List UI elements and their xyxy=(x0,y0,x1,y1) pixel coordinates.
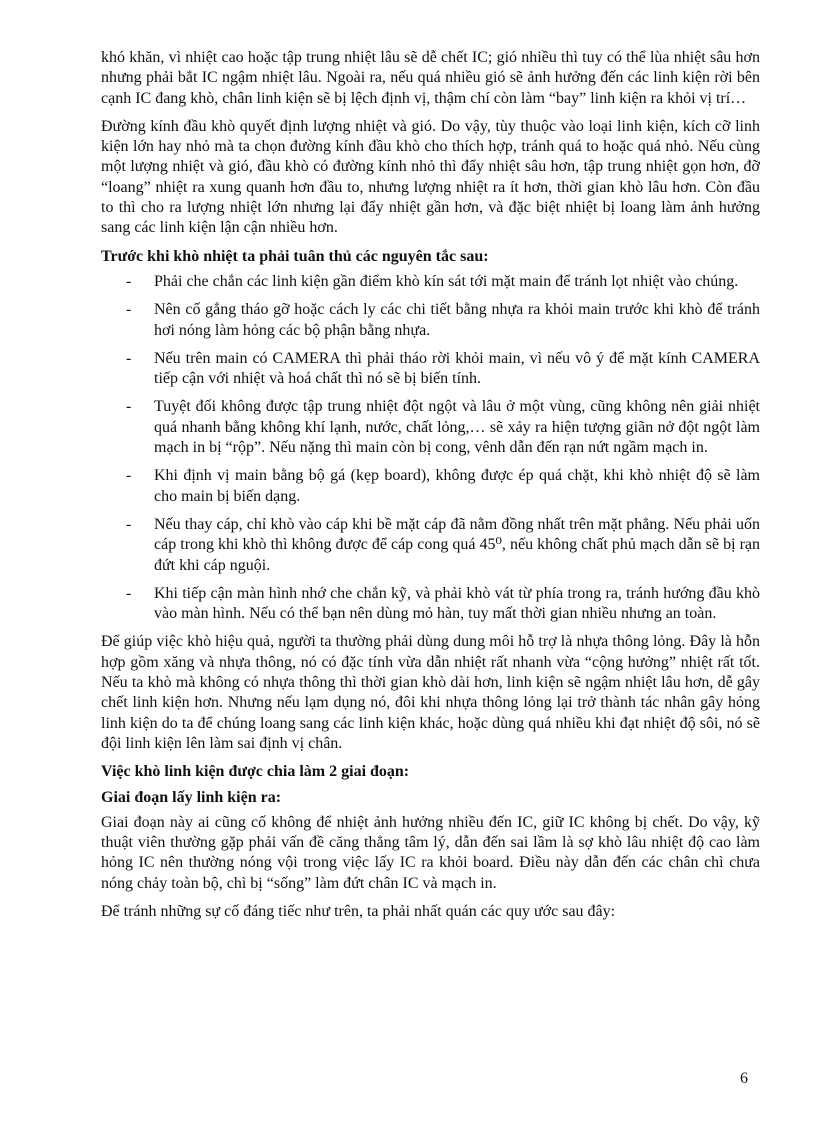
closing-paragraph: Để tránh những sự cố đáng tiếc như trên, ta phải nhất quán các quy ước sau đây: xyxy=(101,902,616,920)
page-number: 6 xyxy=(740,1070,748,1087)
paragraph: khó khăn, vì nhiệt cao hoặc tập trung nhiệt lâu sẽ dễ chết IC; gió nhiều thì tuy có thể lùa nhiệt sâu hơn nhưng phải bắt IC ngậm nhiệt lâu. Ngoài ra, nếu quá nhiều gió sẽ ảnh hưởng đến các linh kiện rời bên cạnh IC đang khò, chân linh kiện sẽ bị lệch định vị, thậm chí còn làm “bay” linh kiện ra khỏi vị trí… xyxy=(101,49,760,107)
stage1-heading: Giai đoạn lấy linh kiện ra: xyxy=(101,788,282,806)
list-item: - Nếu thay cáp, chỉ khò vào cáp khi bề mặt cáp đã nằm đồng nhất trên mặt phẳng. Nếu phải uốn cáp trong khi khò thì không được để cáp cong quá 45⁰, nếu không chất phủ mạch dẫn sẽ bị rạn đứt khi cáp nguội. xyxy=(154,515,760,576)
rules-heading: Trước khi khò nhiệt ta phải tuân thủ các nguyên tắc sau: xyxy=(101,247,489,265)
list-item: - Khi tiếp cận màn hình nhớ che chắn kỹ, và phải khò vát từ phía trong ra, tránh hướng đầu khò vào màn hình. Nếu có thể bạn nên dùng mỏ hàn, tuy mất thời gian nhiều nhưng an toàn. xyxy=(154,584,760,625)
stage1-paragraph: Giai đoạn này ai cũng cố không để nhiệt ảnh hưởng nhiều đến IC, giữ IC không bị chết. Do vậy, kỹ thuật viên thường gặp phải vấn đề căng thẳng tâm lý, dẫn đến sai lầm là sợ khò lâu nhiệt độ cao làm hỏng IC nên thường nóng vội trong việc lấy IC ra khỏi board. Điều này dẫn đến các chân chì chưa nóng chảy toàn bộ, chì bị “sống” làm đứt chân IC và mạch in. xyxy=(101,813,760,892)
stages-heading: Việc khò linh kiện được chia làm 2 giai đoạn: xyxy=(101,763,410,781)
list-item: - Nếu trên main có CAMERA thì phải tháo rời khỏi main, vì nếu vô ý để mặt kính CAMERA tiếp cận với nhiệt và hoá chất thì nó sẽ bị biến tính. xyxy=(154,349,760,390)
list-item: - Phải che chắn các linh kiện gần điểm khò kín sát tới mặt main để tránh lọt nhiệt vào chúng. xyxy=(154,272,760,292)
paragraph: Đường kính đầu khò quyết định lượng nhiệt và gió. Do vậy, tùy thuộc vào loại linh kiện, kích cỡ linh kiện lớn hay nhỏ mà ta chọn đường kính đầu khò cho thích hợp, tránh quá to hoặc quá nhỏ. Nếu cùng một lượng nhiệt và gió, đầu khò có đường kính nhỏ thì đẩy nhiệt sâu hơn, tập trung nhiệt gọn hơn, đỡ “loang” nhiệt ra xung quanh hơn đầu to, nhưng lượng nhiệt ra ít hơn, thời gian khò lâu hơn. Còn đầu to thì cho ra lượng nhiệt lớn nhưng lại đẩy nhiệt gần hơn, và đặc biệt nhiệt bị loang làm ảnh hưởng sang các linh kiện lận cận nhiều hơn. xyxy=(101,117,760,237)
list-item: - Khi định vị main bằng bộ gá (kẹp board), không được ép quá chặt, khi khò nhiệt độ sẽ làm cho main bị biến dạng. xyxy=(154,466,760,507)
page-content xyxy=(101,48,760,930)
rules-list xyxy=(101,272,760,624)
list-item: - Tuyệt đối không được tập trung nhiệt đột ngột và lâu ở một vùng, cũng không nên giải nhiệt quá nhanh bằng không khí lạnh, nước, chất lỏng,… sẽ xảy ra hiện tượng giãn nở đột ngột làm mạch in bị “rộp”. Nếu nặng thì main còn bị cong, vênh dẫn đến rạn nứt ngầm mạch in. xyxy=(154,397,760,458)
flux-paragraph: Để giúp việc khò hiệu quả, người ta thường phải dùng dung môi hỗ trợ là nhựa thông lỏng. Đây là hỗn hợp gồm xăng và nhựa thông, nó có đặc tính vừa dẫn nhiệt rất nhanh vừa “cộng hưởng” nhiệt rất tốt. Nếu ta khò mà không có nhựa thông thì thời gian khò dài hơn, linh kiện sẽ ngậm nhiệt lâu hơn, dễ gây chết linh kiện hơn. Nhưng nếu lạm dụng nó, đôi khi nhựa thông lỏng lại trở thành tác nhân gây hỏng linh kiện do ta để chúng loang sang các linh kiện khác, hoặc dùng quá nhiều khi đạt nhiệt độ sôi, nó sẽ đội linh kiện lên làm sai định vị chân. xyxy=(101,633,760,752)
list-item: - Nên cố gắng tháo gỡ hoặc cách ly các chi tiết bằng nhựa ra khỏi main trước khi khò để tránh hơi nóng làm hỏng các bộ phận bằng nhựa. xyxy=(154,300,760,341)
